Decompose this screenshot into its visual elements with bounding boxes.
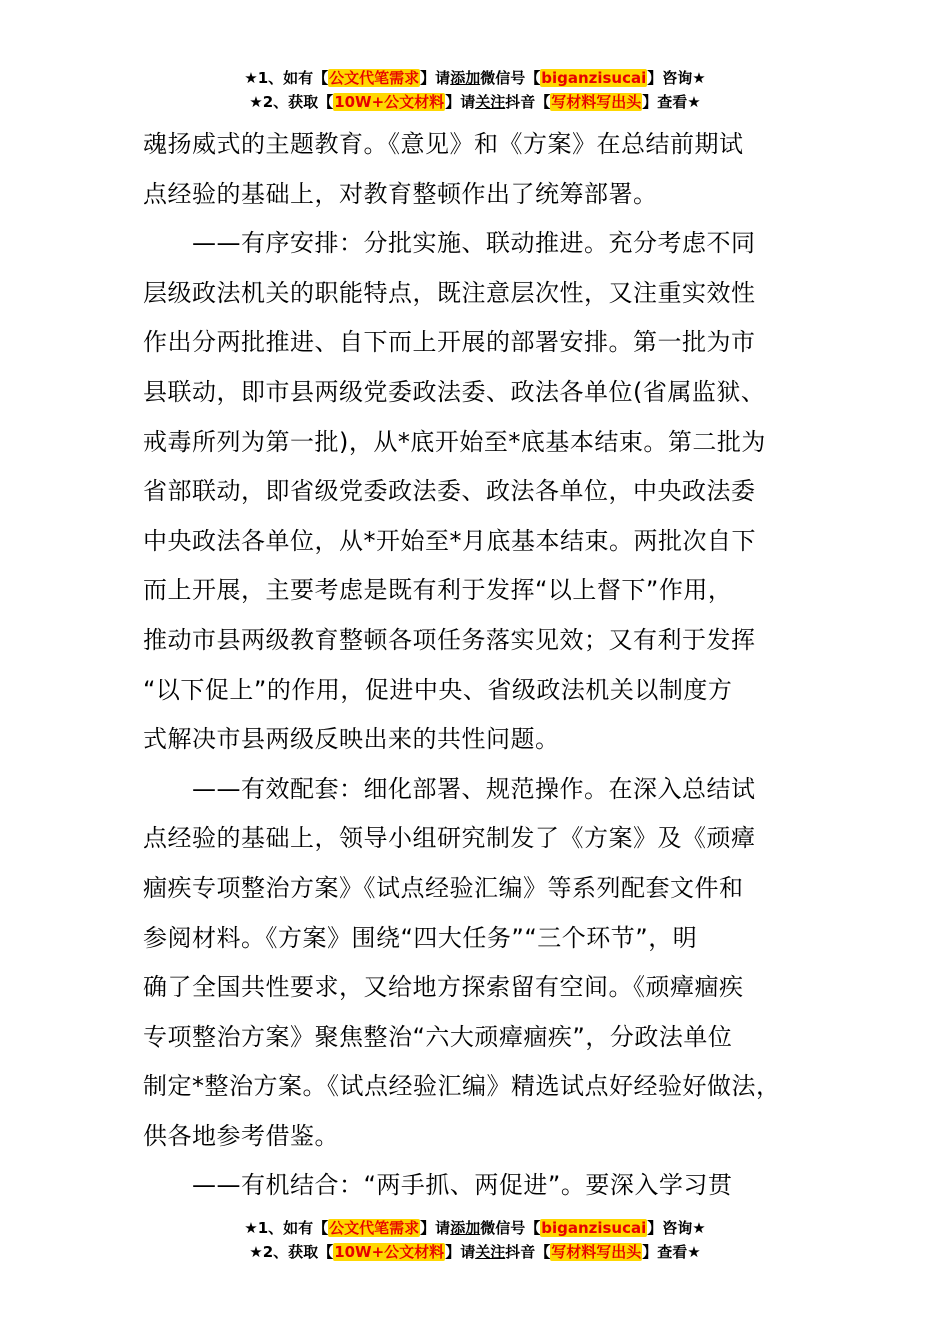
header-banner (0, 66, 950, 114)
section-heading-line: ——有效配套：细化部署、规范操作。在深入总结试 (192, 774, 756, 803)
section-heading-line: ——有机结合：“两手抓、两促进”。要深入学习贯 (192, 1171, 733, 1200)
banner-text: 抖音【 (505, 93, 551, 111)
header-banner-line-1 (0, 66, 950, 90)
footer-banner-line-1 (0, 1216, 950, 1240)
banner-text: 】查看★ (642, 1243, 701, 1261)
banner-text: ★1、如有【 (244, 1219, 329, 1237)
body-line: 魂扬威式的主题教育。《意见》和《方案》在总结前期试 (143, 130, 744, 158)
banner-underlined: 添加 (450, 69, 481, 87)
banner-underlined: 添加 (450, 1219, 481, 1237)
banner-highlight: 公文代笔需求 (329, 69, 420, 87)
banner-text: ★2、获取【 (249, 1243, 334, 1261)
body-line: 中央政法各单位，从*开始至*月底基本结束。两批次自下 (143, 526, 756, 555)
banner-text: 】查看★ (642, 93, 701, 111)
body-line: 层级政法机关的职能特点，既注意层次性，又注重实效性 (143, 278, 756, 307)
body-line: 痼疾专项整治方案》《试点经验汇编》等系列配套文件和 (143, 873, 744, 902)
section-heading-line: ——有序安排：分批实施、联动推进。充分考虑不同 (192, 229, 756, 258)
body-line: 点经验的基础上，对教育整顿作出了统筹部署。 (143, 179, 658, 208)
banner-text: ★2、获取【 (249, 93, 334, 111)
banner-highlight: 写材料写出头 (551, 1243, 642, 1261)
body-line: 供各地参考借鉴。 (143, 1121, 339, 1150)
banner-text: 微信号【 (480, 69, 541, 87)
banner-text: 】请 (420, 1219, 451, 1237)
body-line: “以下促上”的作用，促进中央、省级政法机关以制度方 (143, 675, 733, 704)
banner-highlight: 写材料写出头 (551, 93, 642, 111)
banner-underlined: 关注 (475, 1243, 506, 1261)
document-body (143, 120, 833, 1211)
body-line: 县联动，即市县两级党委政法委、政法各单位(省属监狱、 (143, 377, 766, 406)
banner-highlight: 公文代笔需求 (329, 1219, 420, 1237)
banner-text: 】咨询★ (647, 1219, 706, 1237)
body-line: 专项整治方案》聚焦整治“六大顽瘴痼疾”，分政法单位 (143, 1022, 733, 1051)
banner-text: 】请 (445, 93, 476, 111)
body-line: 戒毒所列为第一批)，从*底开始至*底基本结束。第二批为 (143, 427, 766, 456)
banner-text: ★1、如有【 (244, 69, 329, 87)
banner-wechat-id: biganzisucai (541, 69, 647, 87)
banner-text: 】请 (420, 69, 451, 87)
body-line: 确了全国共性要求，又给地方探索留有空间。《顽瘴痼疾 (143, 973, 744, 1002)
body-line: 制定*整治方案。《试点经验汇编》精选试点好经验好做法， (143, 1072, 781, 1101)
header-banner-line-2 (0, 90, 950, 114)
banner-text: 抖音【 (505, 1243, 551, 1261)
banner-text: 】咨询★ (647, 69, 706, 87)
body-line: 参阅材料。《方案》围绕“四大任务”“三个环节”，明 (143, 923, 698, 952)
body-line: 省部联动，即省级党委政法委、政法各单位，中央政法委 (143, 477, 756, 506)
body-line: 作出分两批推进、自下而上开展的部署安排。第一批为市 (143, 328, 756, 357)
banner-highlight: 10W+公文材料 (334, 1243, 445, 1261)
banner-wechat-id: biganzisucai (541, 1219, 647, 1237)
body-line: 点经验的基础上，领导小组研究制发了《方案》及《顽瘴 (143, 824, 756, 853)
body-line: 而上开展，主要考虑是既有利于发挥“以上督下”作用， (143, 576, 733, 605)
footer-banner (0, 1216, 950, 1264)
banner-text: 微信号【 (480, 1219, 541, 1237)
banner-highlight: 10W+公文材料 (334, 93, 445, 111)
body-line: 式解决市县两级反映出来的共性问题。 (143, 725, 560, 754)
banner-text: 】请 (445, 1243, 476, 1261)
banner-underlined: 关注 (475, 93, 506, 111)
body-line: 推动市县两级教育整顿各项任务落实见效；又有利于发挥 (143, 625, 756, 654)
footer-banner-line-2 (0, 1240, 950, 1264)
